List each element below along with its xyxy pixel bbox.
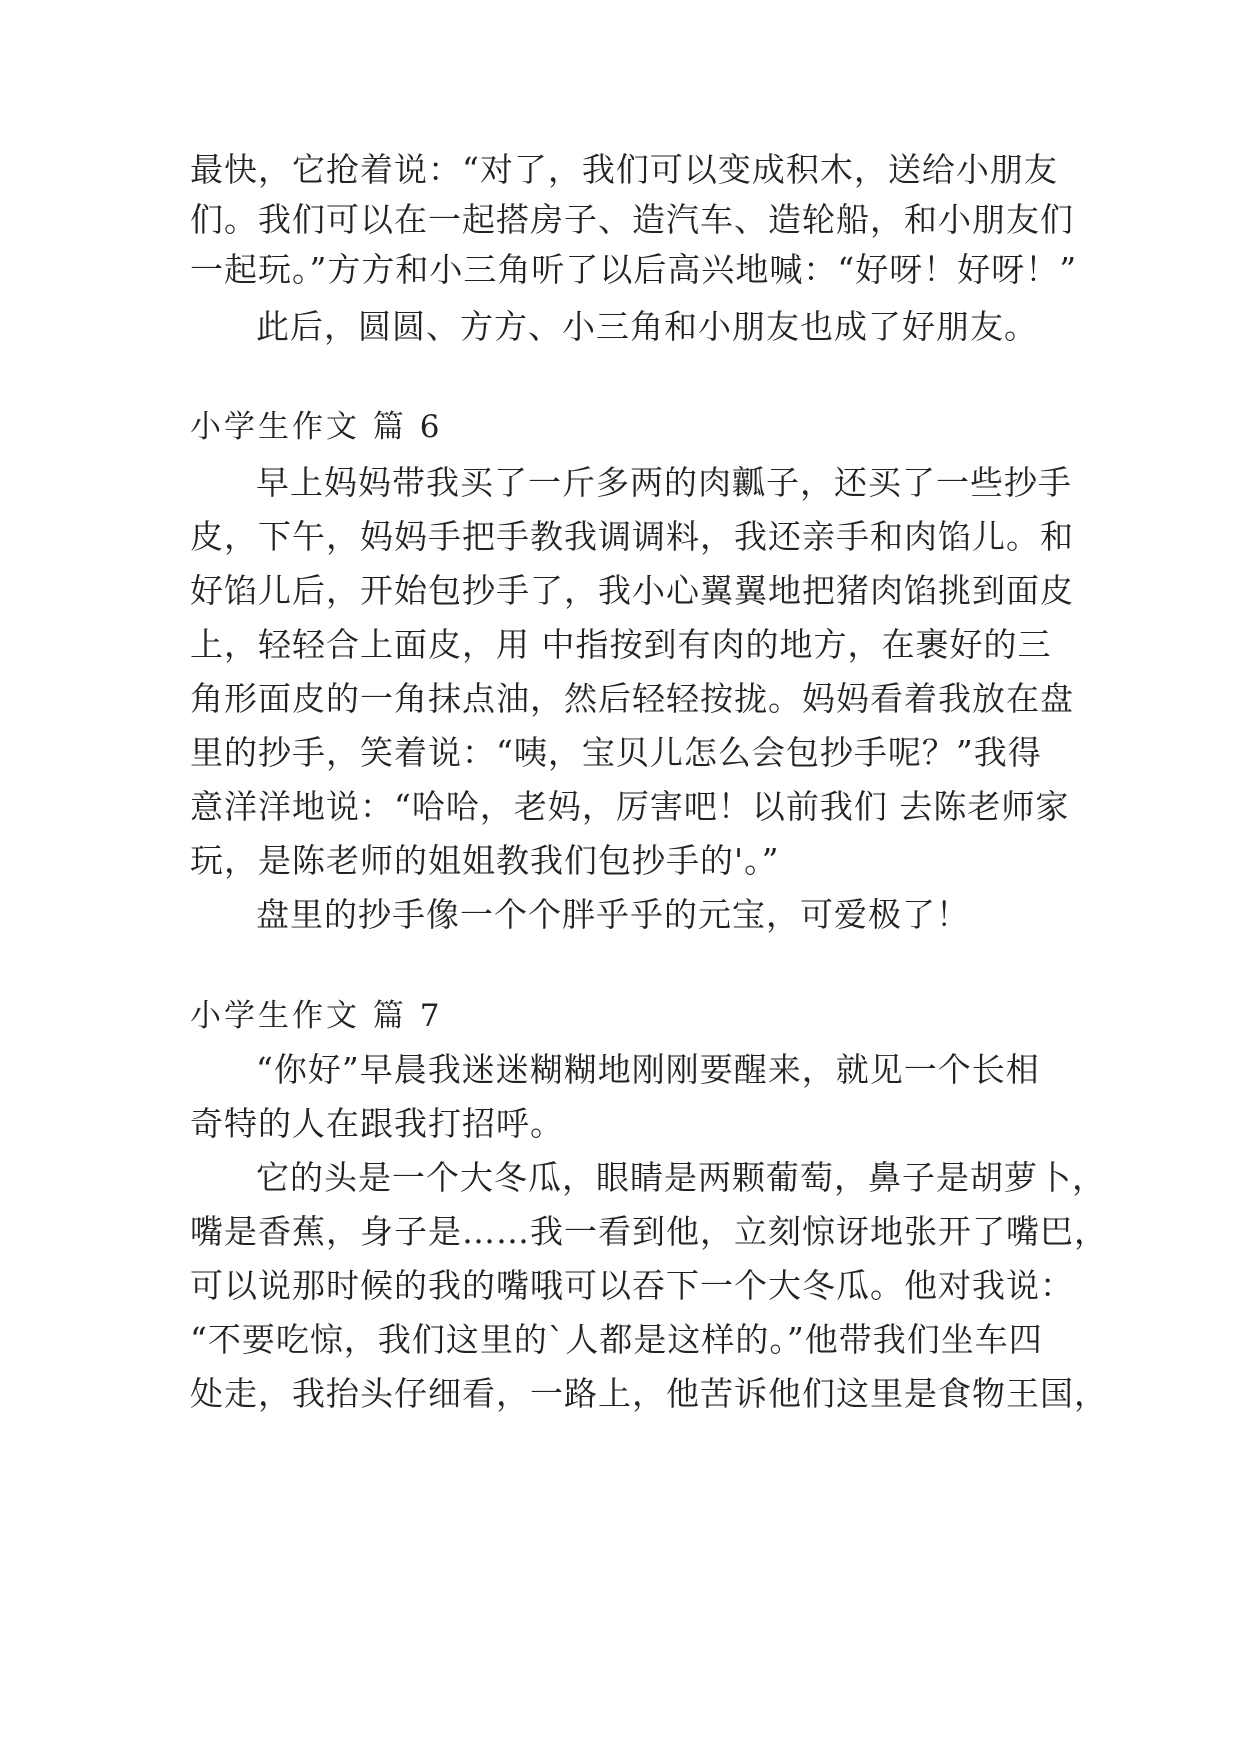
paragraph-line: 奇特的人在跟我打招呼。 xyxy=(190,1104,564,1143)
paragraph-line: 可以说那时候的我的嘴哦可以吞下一个大冬瓜。他对我说： xyxy=(190,1266,1074,1305)
section-heading: 小学生作文 篇 6 xyxy=(190,409,443,445)
paragraph-line: 上，轻轻合上面皮，用 中指按到有肉的地方，在裹好的三 xyxy=(190,625,1052,664)
paragraph-line: 意洋洋地说：“哈哈，老妈，厉害吧！以前我们 去陈老师家 xyxy=(190,787,1070,826)
paragraph-line: 们。我们可以在一起搭房子、造汽车、造轮船，和小朋友们 xyxy=(190,200,1074,239)
paragraph-line: 最快，它抢着说：“对了，我们可以变成积木，送给小朋友 xyxy=(190,150,1058,189)
section-heading: 小学生作文 篇 7 xyxy=(190,998,443,1034)
paragraph-line: 里的抄手，笑着说：“咦，宝贝儿怎么会包抄手呢？”我得 xyxy=(190,733,1042,772)
paragraph-line: 角形面皮的一角抹点油，然后轻轻按拢。妈妈看着我放在盘 xyxy=(190,679,1074,718)
paragraph-line: 处走，我抬头仔细看，一路上，他苦诉他们这里是食物王国， xyxy=(190,1374,1108,1413)
paragraph-line: 好馅儿后，开始包抄手了，我小心翼翼地把猪肉馅挑到面皮 xyxy=(190,571,1074,610)
paragraph-line: 它的头是一个大冬瓜，眼睛是两颗葡萄，鼻子是胡萝卜， xyxy=(256,1158,1106,1197)
paragraph-line: 嘴是香蕉，身子是……我一看到他，立刻惊讶地张开了嘴巴， xyxy=(190,1212,1108,1251)
paragraph-line: 此后，圆圆、方方、小三角和小朋友也成了好朋友。 xyxy=(256,307,1038,346)
paragraph-line: 玩，是陈老师的姐姐教我们包抄手的'。” xyxy=(190,841,780,880)
paragraph-line: “不要吃惊，我们这里的`人都是这样的。”他带我们坐车四 xyxy=(190,1320,1043,1359)
paragraph-line: 皮，下午，妈妈手把手教我调调料，我还亲手和肉馅儿。和 xyxy=(190,517,1074,556)
paragraph-line: 一起玩。”方方和小三角听了以后高兴地喊：“好呀！好呀！” xyxy=(190,250,1078,289)
paragraph-line: “你好”早晨我迷迷糊糊地刚刚要醒来，就见一个长相 xyxy=(256,1050,1040,1089)
paragraph-line: 早上妈妈带我买了一斤多两的肉瓤子，还买了一些抄手 xyxy=(256,463,1072,502)
paragraph-line: 盘里的抄手像一个个胖乎乎的元宝，可爱极了！ xyxy=(256,895,970,934)
